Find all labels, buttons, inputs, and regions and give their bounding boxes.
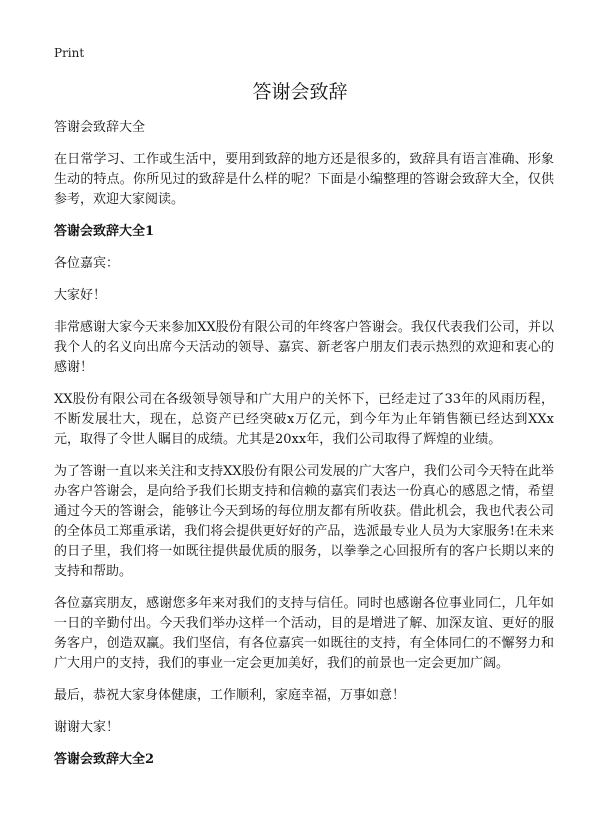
speech-paragraph-2: XX股份有限公司在各级领导领导和广大用户的关怀下，已经走过了33年的风雨历程，不断发展壮大，现在，总资产已经突破x万亿元，到今年为止年销售额已经达到XXx元，取得了令世人瞩目的成绩。尤其是20xx年，我们公司取得了辉煌的业绩。 <box>54 392 554 447</box>
speech-paragraph-4: 各位嘉宾朋友，感谢您多年来对我们的支持与信任。同时也感谢各位事业同仁，几年如一日的辛勤付出。今天我们举办这样一个活动，目的是增进了解、加深友谊、更好的服务客户，创造双赢。我们坚信，有各位嘉宾一如既往的支持，有全体同仁的不懈努力和广大用户的支持，我们的事业一定会更加美好，我们的前景也一定会更加广阔。 <box>54 596 554 671</box>
article-subtitle: 答谢会致辞大全 <box>54 120 146 135</box>
closing-thanks: 谢谢大家！ <box>54 720 120 735</box>
salutation-guests: 各位嘉宾： <box>54 256 120 271</box>
speech-paragraph-1: 非常感谢大家今天来参加XX股份有限公司的年终客户答谢会。我仅代表我们公司，并以我个人的名义向出席今天活动的领导、嘉宾、新老客户朋友们表示热烈的欢迎和衷心的感谢！ <box>54 320 554 375</box>
salutation-everyone: 大家好！ <box>54 288 107 303</box>
closing-wishes: 最后，恭祝大家身体健康，工作顺利，家庭幸福，万事如意！ <box>54 688 406 703</box>
page-title: 答谢会致辞 <box>252 81 348 103</box>
section-heading-2: 答谢会致辞大全2 <box>54 752 155 767</box>
article-body <box>54 118 554 782</box>
speech-paragraph-3: 为了答谢一直以来关注和支持XX股份有限公司发展的广大客户，我们公司今天特在此举办客户答谢会，是向给予我们长期支持和信赖的嘉宾们表达一份真心的感恩之情，希望通过今天的答谢会，能够让今天到场的每位朋友都有所收获。借此机会，我也代表公司的全体员工郑重承诺，我们将会提供更好好的产品，选派最专业人员为大家服务!在未来的日子里，我们将一如既往提供最优质的服务，以拳拳之心回报所有的客户长期以来的支持和帮助。 <box>54 464 554 579</box>
intro-paragraph: 在日常学习、工作或生活中，要用到致辞的地方还是很多的，致辞具有语言准确、形象生动的特点。你所见过的致辞是什么样的呢？下面是小编整理的答谢会致辞大全，仅供参考，欢迎大家阅读。 <box>54 152 554 207</box>
section-heading-1: 答谢会致辞大全1 <box>54 224 155 239</box>
print-link[interactable]: Print <box>54 46 85 60</box>
